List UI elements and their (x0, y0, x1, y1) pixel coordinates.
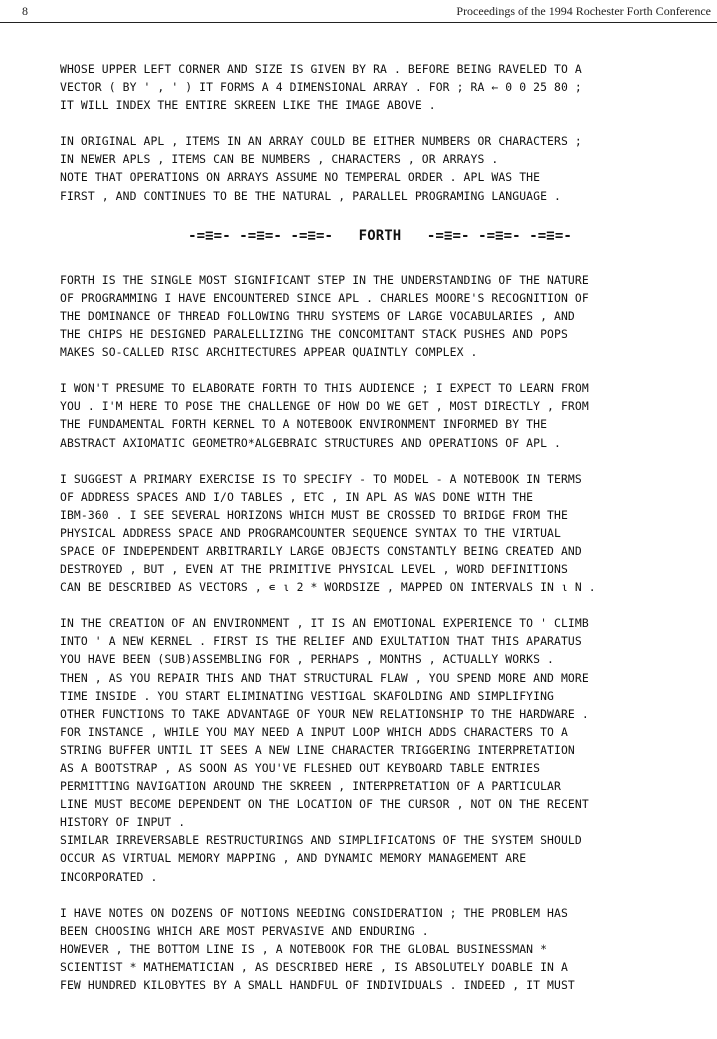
paragraph: IN ORIGINAL APL , ITEMS IN AN ARRAY COULD BE EITHER NUMBERS OR CHARACTERS ; IN NEWER APLS , ITEMS CAN BE NUMBERS , CHARACTERS , OR ARRAYS . NOTE THAT OPERATIONS ON ARRAYS ASSUME NO TEMPERAL ORDER . APL WAS THE FIRST , AND CONTINUES TO BE THE NATURAL , PARALLEL PROGRAMING LANGUAGE . (60, 134, 582, 203)
page-number: 8 (22, 4, 28, 18)
paragraph: I WON'T PRESUME TO ELABORATE FORTH TO THIS AUDIENCE ; I EXPECT TO LEARN FROM YOU . I'M HERE TO POSE THE CHALLENGE OF HOW DO WE GET , MOST DIRECTLY , FROM THE FUNDAMENTAL FORTH KERNEL TO A NOTEBOOK ENVIRONMENT INFORMED BY THE ABSTRACT AXIOMATIC GEOMETRO*ALGEBRAIC STRUCTURES AND OPERATIONS OF APL . (60, 381, 589, 450)
paragraph: IN THE CREATION OF AN ENVIRONMENT , IT IS AN EMOTIONAL EXPERIENCE TO ' CLIMB INTO ' A NEW KERNEL . FIRST IS THE RELIEF AND EXULTATION THAT THIS APARATUS YOU HAVE BEEN (SUB)ASSEMBLING FOR , PERHAPS , MONTHS , ACTUALLY WORKS . THEN , AS YOU REPAIR THIS AND THAT STRUCTURAL FLAW , YOU SPEND MORE AND MORE TIME INSIDE . YOU START ELIMINATING VESTIGAL SKAFOLDING AND SIMPLIFYING OTHER FUNCTIONS TO TAKE ADVANTAGE OF YOUR NEW RELATIONSHIP TO THE HARDWARE . FOR INSTANCE , WHILE YOU MAY NEED A INPUT LOOP WHICH ADDS CHARACTERS TO A STRING BUFFER UNTIL IT SEES A NEW LINE CHARACTER TRIGGERING INTERPRETATION AS A BOOTSTRAP , AS SOON AS YOU'VE FLESHED OUT KEYBOARD TABLE ENTRIES PERMITTING NAVIGATION AROUND THE SKREEN , INTERPRETATION OF A PARTICULAR LINE MUST BECOME DEPENDENT ON THE LOCATION OF THE CURSOR , NOT ON THE RECENT HISTORY OF INPUT . SIMILAR IRREVERSABLE RESTRUCTURINGS AND SIMPLIFICATONS OF THE SYSTEM SHOULD OCCUR AS VIRTUAL MEMORY MAPPING , AND DYNAMIC MEMORY MANAGEMENT ARE INCORPORATED . (60, 616, 589, 884)
body-text (60, 60, 700, 1010)
paragraph: I SUGGEST A PRIMARY EXERCISE IS TO SPECIFY - TO MODEL - A NOTEBOOK IN TERMS OF ADDRESS SPACES AND I/O TABLES , ETC , IN APL AS WAS DONE WITH THE IBM-360 . I SEE SEVERAL HORIZONS WHICH MUST BE CROSSED TO BRIDGE FROM THE PHYSICAL ADDRESS SPACE AND PROGRAMCOUNTER SEQUENCE SYNTAX TO THE VIRTUAL SPACE OF INDEPENDENT ARBITRARILY LARGE OBJECTS CONSTANTLY BEING CREATED AND DESTROYED , BUT , EVEN AT THE PRIMITIVE PHYSICAL LEVEL , WORD DEFINITIONS CAN BE DESCRIBED AS VECTORS , ∊ ⍳ 2 * WORDSIZE , MAPPED ON INTERVALS IN ⍳ N . (60, 471, 596, 595)
paragraph: FORTH IS THE SINGLE MOST SIGNIFICANT STEP IN THE UNDERSTANDING OF THE NATURE OF PROGRAMMING I HAVE ENCOUNTERED SINCE APL . CHARLES MOORE'S RECOGNITION OF THE DOMINANCE OF THREAD FOLLOWING THRU SYSTEMS OF LARGE VOCABULARIES , AND THE CHIPS HE DESIGNED PARALELLIZING THE CONCOMITANT STACK PUSHES AND POPS MAKES SO-CALLED RISC ARCHITECTURES APPEAR QUAINTLY COMPLEX . (60, 272, 589, 360)
running-title: Proceedings of the 1994 Rochester Forth Conference (456, 4, 711, 18)
paragraph: WHOSE UPPER LEFT CORNER AND SIZE IS GIVEN BY RA . BEFORE BEING RAVELED TO A VECTOR ( BY ' , ' ) IT FORMS A 4 DIMENSIONAL ARRAY . FOR ; RA ← 0 0 25 80 ; IT WILL INDEX THE ENTIRE SKREEN LIKE THE IMAGE ABOVE . (60, 62, 582, 113)
section-heading-forth: -=≡=- -=≡=- -=≡=- FORTH -=≡=- -=≡=- -=≡=- (188, 227, 572, 244)
page-header (0, 0, 717, 23)
paragraph: I HAVE NOTES ON DOZENS OF NOTIONS NEEDING CONSIDERATION ; THE PROBLEM HAS BEEN CHOOSING WHICH ARE MOST PERVASIVE AND ENDURING . HOWEVER , THE BOTTOM LINE IS , A NOTEBOOK FOR THE GLOBAL BUSINESSMAN * SCIENTIST * MATHEMATICIAN , AS DESCRIBED HERE , IS ABSOLUTELY DOABLE IN A FEW HUNDRED KILOBYTES BY A SMALL HANDFUL OF INDIVIDUALS . INDEED , IT MUST (60, 905, 575, 993)
